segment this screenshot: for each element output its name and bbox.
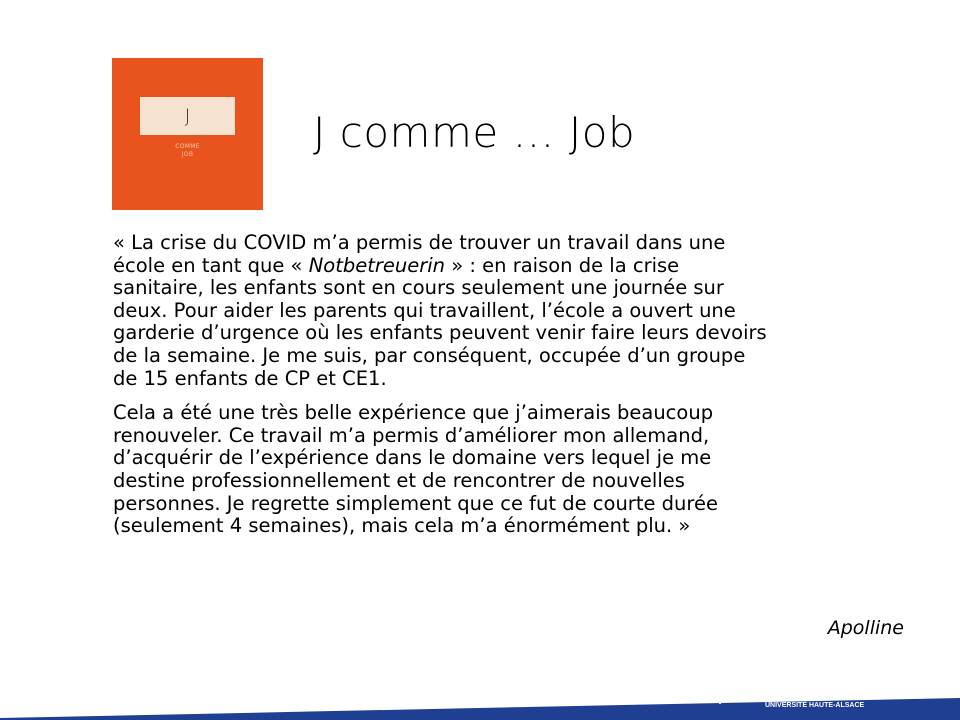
testimonial-quote	[113, 232, 903, 538]
university-seal-icon	[905, 670, 935, 700]
quote-line: renouveler. Ce travail m’a permis d’améliorer mon allemand,	[113, 423, 710, 447]
quote-line: deux. Pour aider les parents qui travaillent, l’école a ouvert une	[113, 298, 736, 322]
quote-line: (seulement 4 semaines), mais cela m’a énormément plu. »	[113, 514, 691, 538]
quote-line: de la semaine. Je me suis, par conséquent, occupée d’un groupe	[113, 343, 746, 367]
quote-paragraph-2	[113, 402, 903, 538]
university-name: UNIVERSITÉ HAUTE-ALSACE	[765, 702, 865, 709]
author-signature: Apolline	[827, 617, 904, 639]
letter-logo-tile	[112, 58, 263, 210]
logo-subtitle-comme: COMME	[175, 143, 200, 150]
quote-line: destine professionnellement et de rencontrer de nouvelles	[113, 468, 685, 492]
novatris-tagline: Centre de compétences transfrontalières	[765, 694, 874, 700]
quote-line: de 15 enfants de CP et CE1.	[113, 366, 387, 390]
novatris-brand-text: NovaTris	[763, 671, 855, 694]
quote-line: personnes. Je regrette simplement que ce fut de courte durée	[113, 491, 718, 515]
quote-paragraph-1	[113, 232, 903, 390]
logo-letter: J	[140, 97, 235, 135]
quote-line: d’acquérir de l’expérience dans le domaine vers lequel je me	[113, 446, 712, 470]
quote-line-part: » : en raison de la crise	[445, 253, 680, 277]
novatris-logo	[715, 663, 900, 713]
quote-line: « La crise du COVID m’a permis de trouver un travail dans une	[113, 231, 726, 254]
quote-line: Cela a été une très belle expérience que j’aimerais beaucoup	[113, 401, 714, 425]
quote-line	[113, 255, 903, 278]
quote-line: garderie d’urgence où les enfants peuvent venir faire leurs devoirs	[113, 321, 767, 345]
quote-line: sanitaire, les enfants sont en cours seulement une journée sur	[113, 276, 724, 300]
slide-title: J comme … Job	[313, 108, 636, 157]
german-term: Notbetreuerin	[308, 253, 446, 277]
logo-subtitle-job: JOB	[181, 151, 194, 158]
quote-line-part: école en tant que «	[113, 253, 309, 277]
novatris-mark-icon	[720, 675, 753, 703]
